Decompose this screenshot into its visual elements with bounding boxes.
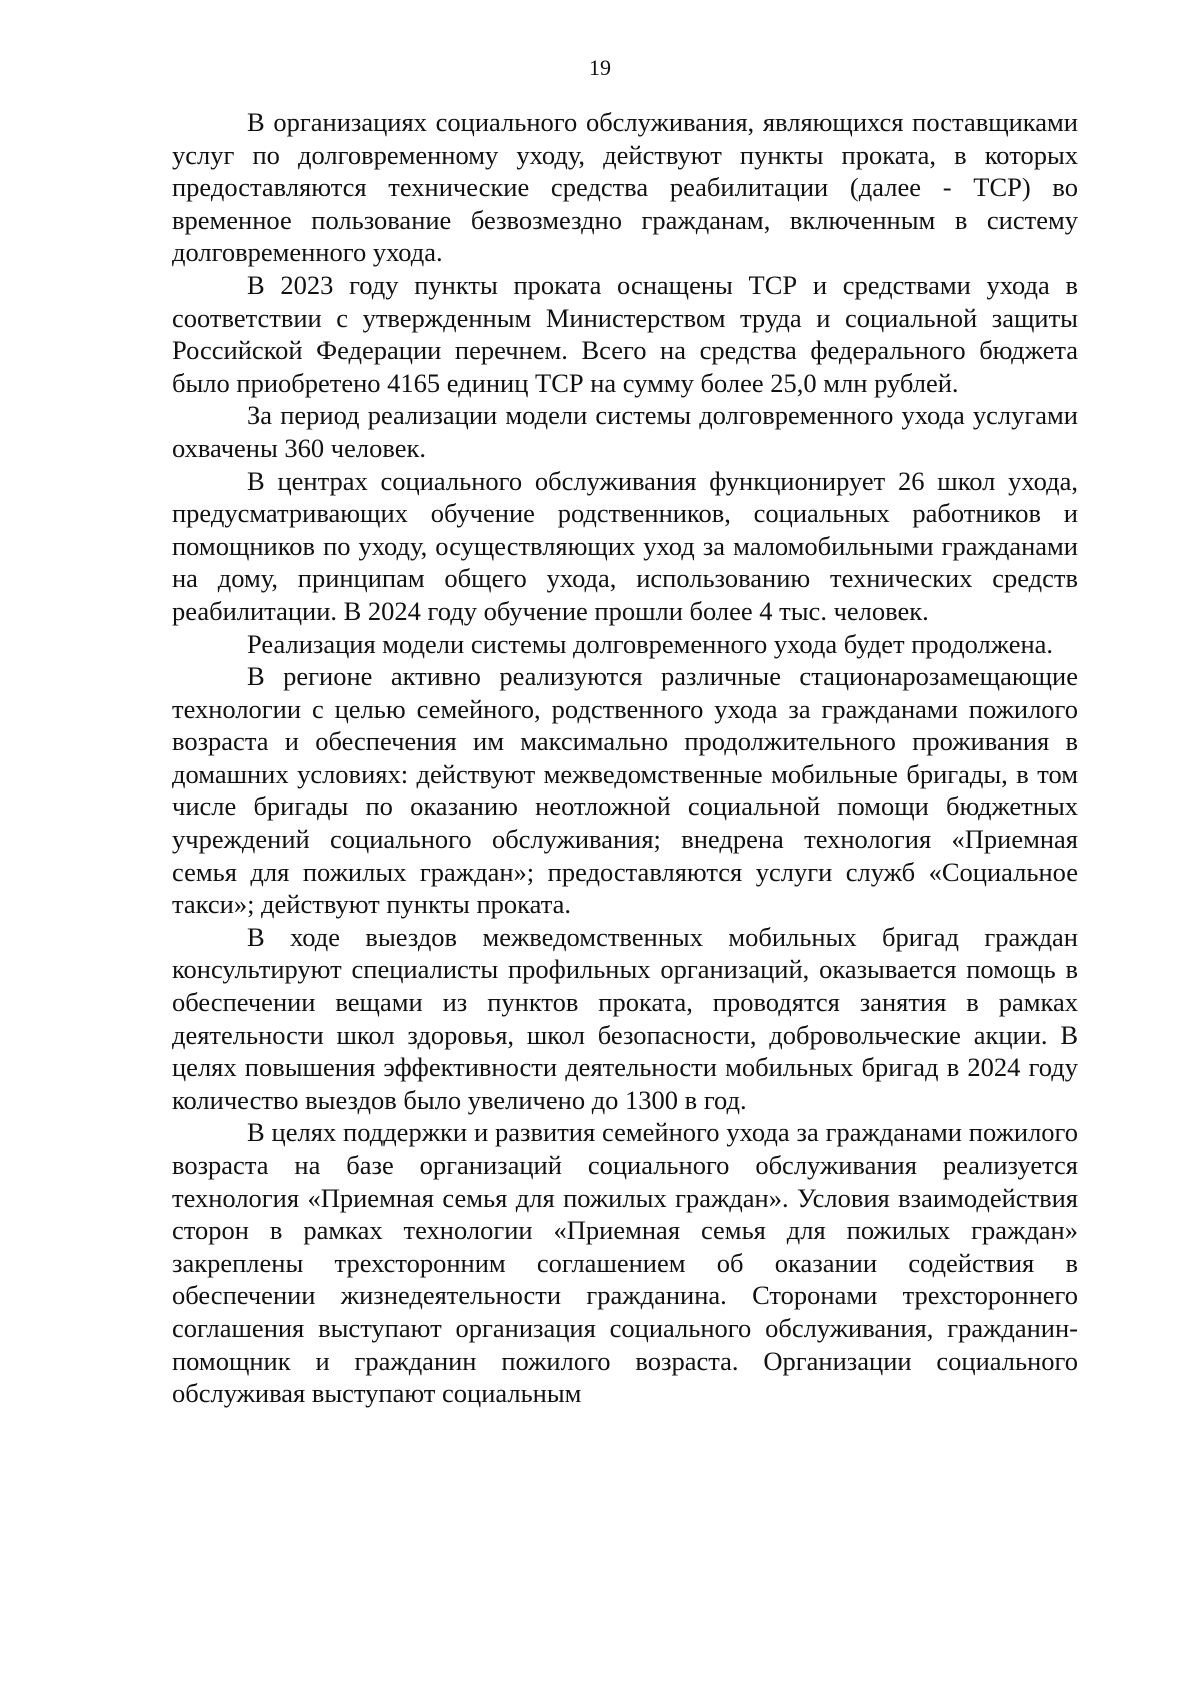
paragraph-foster-family: В целях поддержки и развития семейного ухода за гражданами пожилого возраста на базе организаций социального обслуживания реализуется технология «Приемная семья для пожилых граждан». Условия взаимодействия сторон в рамках технологии «Приемная семья для пожилых граждан» закреплены трехсторонним соглашением об оказании содействия в обеспечении жизнедеятельности гражданина. Сторонами трехстороннего соглашения выступают организация социального обслуживания, гражданин-помощник и гражданин пожилого возраста. Организации социального обслуживая выступают социальным xyxy=(172,1117,1078,1409)
paragraph-rental-points: В организациях социального обслуживания, являющихся поставщиками услуг по долговременному уходу, действуют пункты проката, в которых предоставляются технические средства реабилитации (далее - ТСР) во временное пользование безвозмездно гражданам, включенным в систему долговременного ухода. xyxy=(172,107,1078,268)
paragraph-coverage: За период реализации модели системы долговременного ухода услугами охвачены 360 человек. xyxy=(172,400,1078,463)
document-body xyxy=(172,106,1078,1410)
paragraph-mobile-brigades: В ходе выездов межведомственных мобильных бригад граждан консультируют специалисты профильных организаций, оказывается помощь в обеспечении вещами из пунктов проката, проводятся занятия в рамках деятельности школ здоровья, школ безопасности, добровольческие акции. В целях повышения эффективности деятельности мобильных бригад в 2024 году количество выездов было увеличено до 1300 в год. xyxy=(172,921,1078,1115)
paragraph-2023-equipment: В 2023 году пункты проката оснащены ТСР и средствами ухода в соответствии с утвержденным Министерством труда и социальной защиты Российской Федерации перечнем. Всего на средства федерального бюджета было приобретено 4165 единиц ТСР на сумму более 25,0 млн рублей. xyxy=(172,269,1078,398)
paragraph-inpatient-replacement: В регионе активно реализуются различные стационарозамещающие технологии с целью семейного, родственного ухода за гражданами пожилого возраста и обеспечения им максимально продолжительного проживания в домашних условиях: действуют межведомственные мобильные бригады, в том числе бригады по оказанию неотложной социальной помощи бюджетных учреждений социального обслуживания; внедрена технология «Приемная семья для пожилых граждан»; предоставляются услуги служб «Социальное такси»; действуют пункты проката. xyxy=(172,661,1078,920)
page-number: 19 xyxy=(589,55,611,80)
paragraph-care-schools: В центрах социального обслуживания функционирует 26 школ ухода, предусматривающих обучение родственников, социальных работников и помощников по уходу, осуществляющих уход за маломобильными гражданами на дому, принципам общего ухода, использованию технических средств реабилитации. В 2024 году обучение прошли более 4 тыс. человек. xyxy=(172,465,1078,626)
paragraph-model-continuation: Реализация модели системы долговременного ухода будет продолжена. xyxy=(247,628,1054,659)
